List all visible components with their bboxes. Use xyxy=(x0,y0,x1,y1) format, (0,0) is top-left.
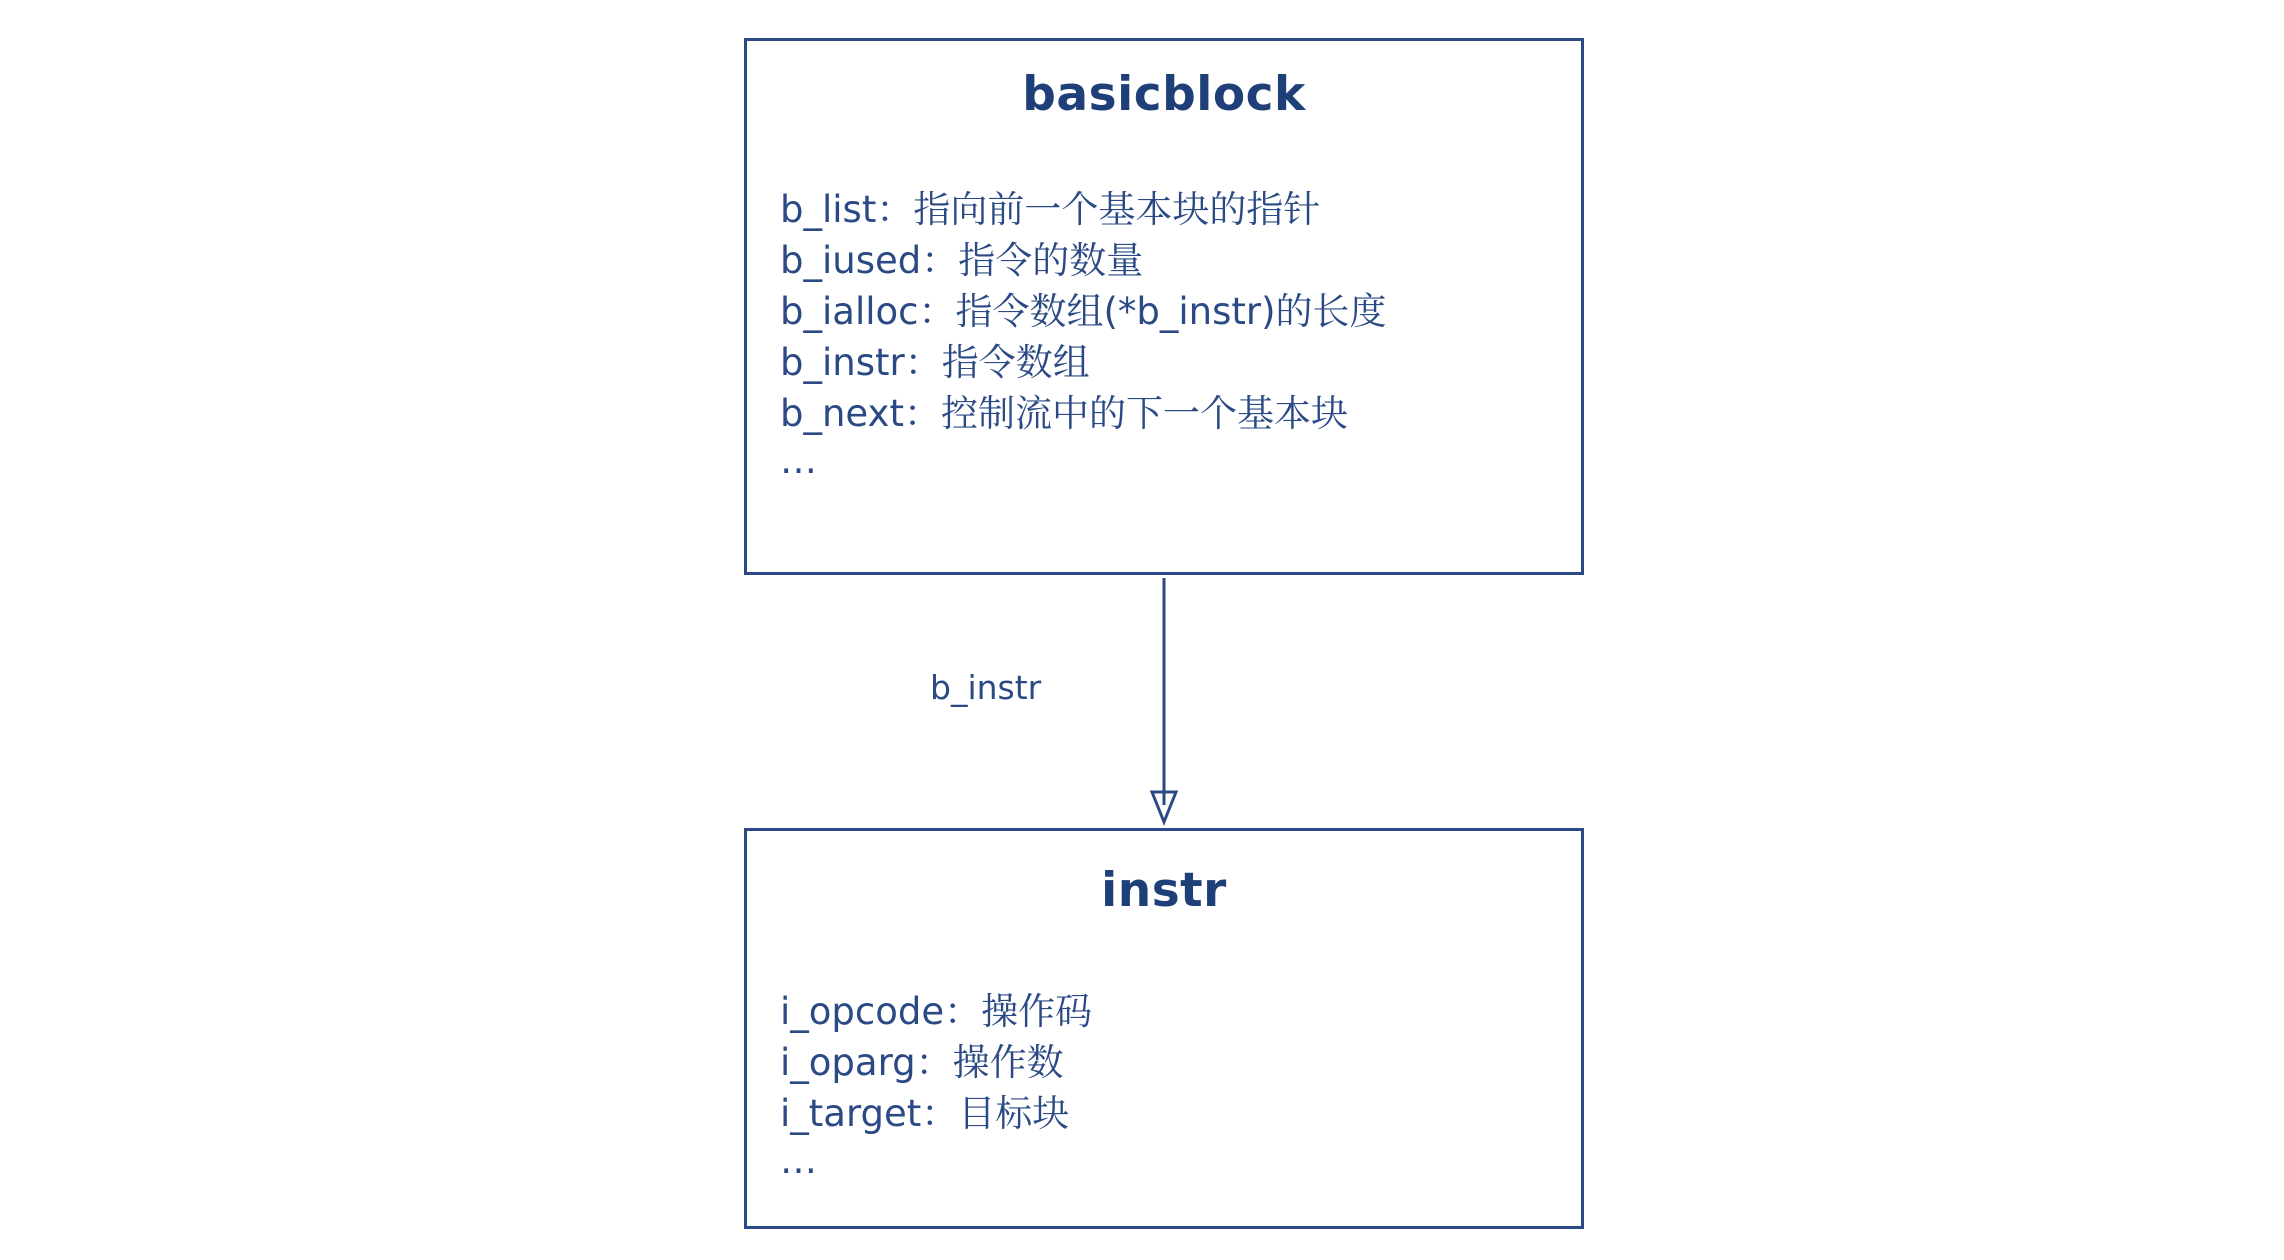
field-item: b_ialloc：指令数组(*b_instr)的长度 xyxy=(780,290,1387,334)
node-instr-fields xyxy=(780,986,1581,1184)
field-item: b_list：指向前一个基本块的指针 xyxy=(780,188,1321,231)
field-item: b_iused：指令的数量 xyxy=(780,239,1144,283)
node-basicblock-title: basicblock xyxy=(1022,67,1306,122)
field-ellipsis: … xyxy=(780,1139,819,1183)
node-basicblock-fields xyxy=(780,184,1581,484)
field-item: i_oparg：操作数 xyxy=(780,1041,1064,1085)
edge-label-b-instr: b_instr xyxy=(930,668,1042,707)
field-item: b_next：控制流中的下一个基本块 xyxy=(780,392,1348,436)
field-item: i_target：目标块 xyxy=(780,1092,1070,1136)
field-ellipsis: … xyxy=(780,439,819,483)
field-item: i_opcode：操作码 xyxy=(780,990,1093,1033)
field-item: b_instr：指令数组 xyxy=(780,341,1090,385)
node-instr-title: instr xyxy=(1101,863,1227,918)
node-instr xyxy=(744,828,1584,1229)
node-basicblock xyxy=(744,38,1584,575)
